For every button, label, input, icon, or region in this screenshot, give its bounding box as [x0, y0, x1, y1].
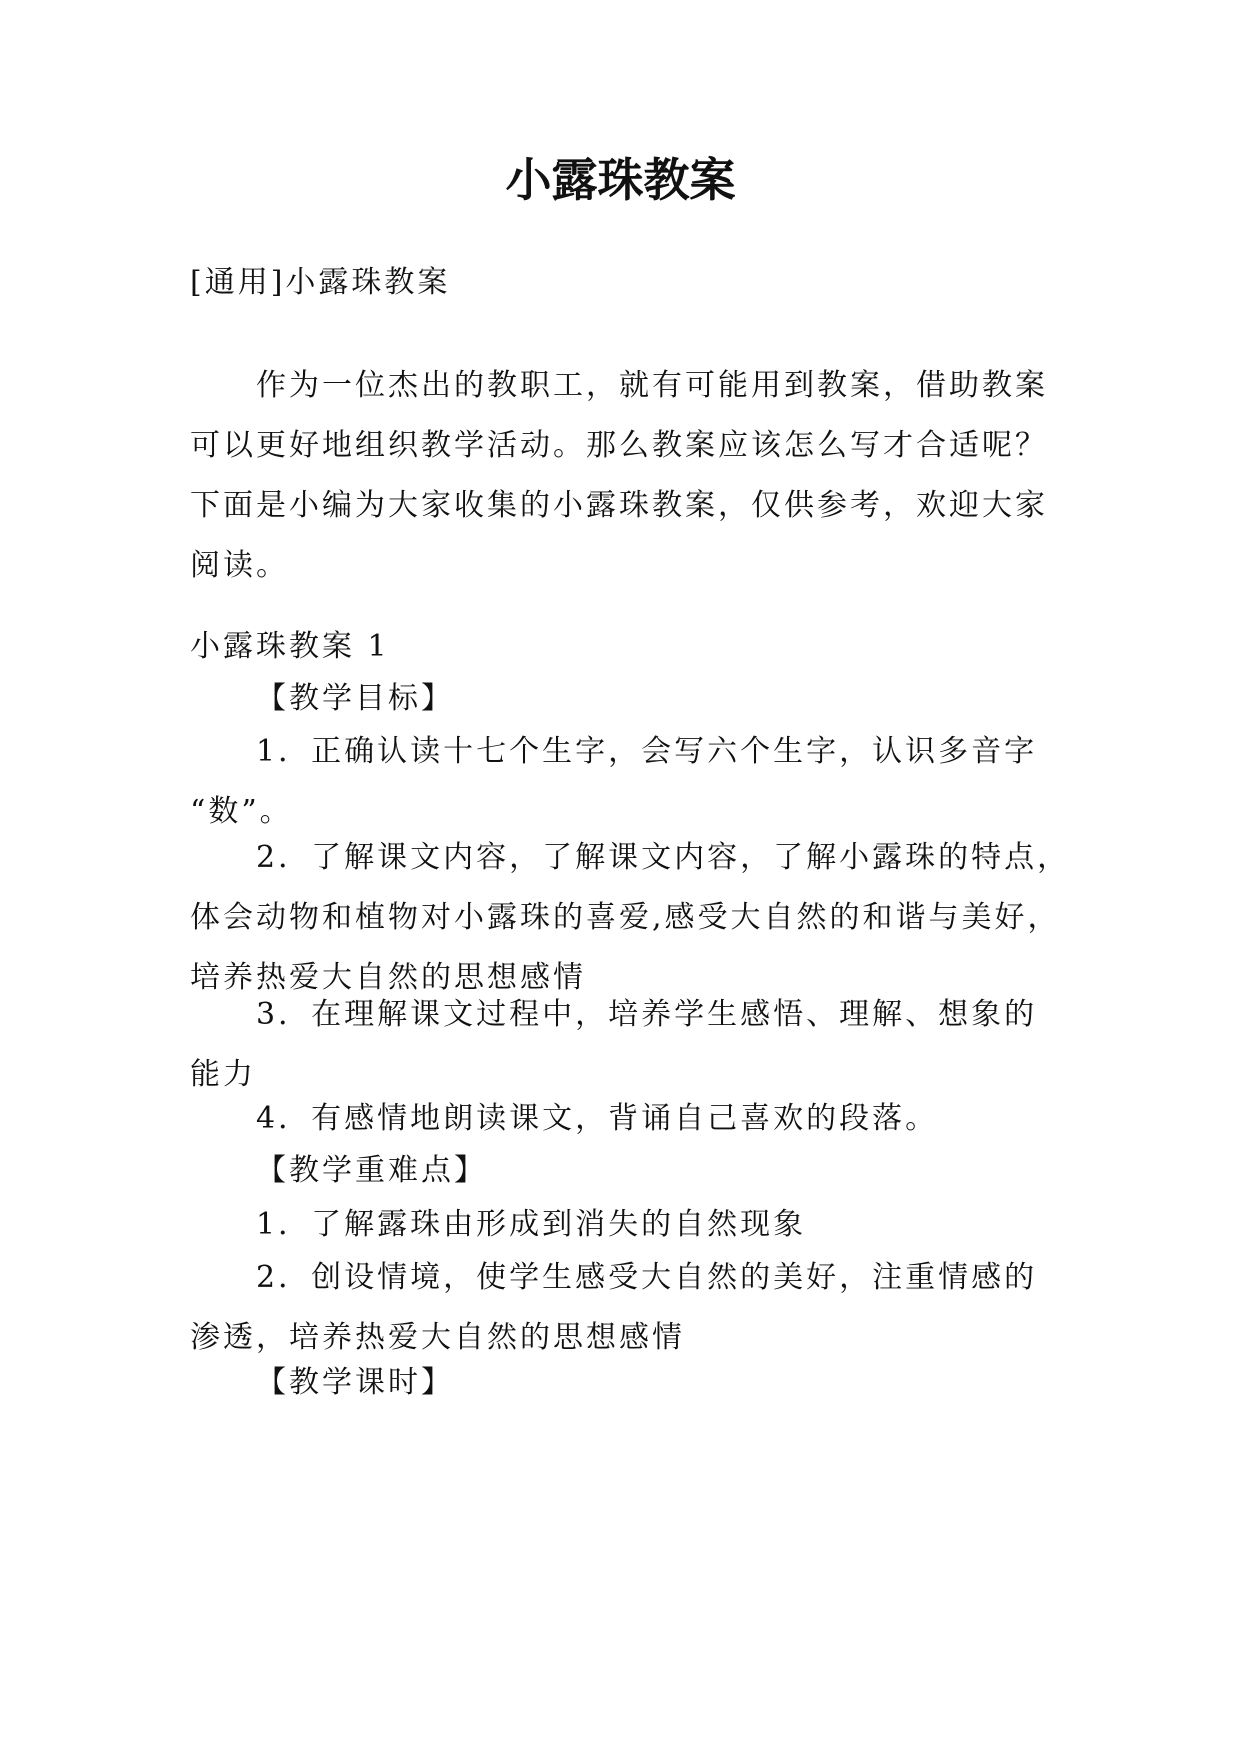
goal-item-3 [190, 985, 1070, 1105]
key-point-line: 2．创设情境，使学生感受大自然的美好，注重情感的 [256, 1260, 1038, 1295]
goal-item-4: 4．有感情地朗读课文，背诵自己喜欢的段落。 [256, 1101, 939, 1136]
key-point-1: 1．了解露珠由形成到消失的自然现象 [256, 1207, 807, 1242]
intro-line: 可以更好地组织教学活动。那么教案应该怎么写才合适呢？ [190, 428, 1048, 463]
goal-line: 能力 [190, 1057, 256, 1092]
heading-teaching-goals: 【教学目标】 [256, 681, 454, 716]
key-point-line: 渗透，培养热爱大自然的思想感情 [190, 1320, 685, 1355]
goal-line: 培养热爱大自然的思想感情 [190, 960, 586, 995]
goal-item-2 [190, 828, 1070, 1008]
goal-line: 1．正确认读十七个生字，会写六个生字，认识多音字 [256, 734, 1038, 769]
goal-line: 2．了解课文内容，了解课文内容，了解小露珠的特点， [256, 840, 1071, 875]
key-point-2 [190, 1248, 1070, 1368]
intro-line: 阅读。 [190, 548, 289, 583]
intro-line: 作为一位杰出的教职工，就有可能用到教案，借助教案 [256, 368, 1048, 403]
heading-teaching-periods: 【教学课时】 [256, 1365, 454, 1400]
document-subtitle: [通用]小露珠教案 [190, 265, 451, 300]
document-title: 小露珠教案 [505, 153, 736, 207]
section-title: 小露珠教案 1 [190, 629, 390, 664]
intro-line: 下面是小编为大家收集的小露珠教案，仅供参考，欢迎大家 [190, 488, 1048, 523]
goal-line: “数”。 [190, 794, 293, 829]
goal-item-1 [190, 722, 1070, 842]
goal-line: 3．在理解课文过程中，培养学生感悟、理解、想象的 [256, 997, 1038, 1032]
goal-line: 体会动物和植物对小露珠的喜爱,感受大自然的和谐与美好， [190, 900, 1061, 935]
heading-key-points: 【教学重难点】 [256, 1153, 487, 1188]
intro-paragraph [190, 356, 1070, 596]
